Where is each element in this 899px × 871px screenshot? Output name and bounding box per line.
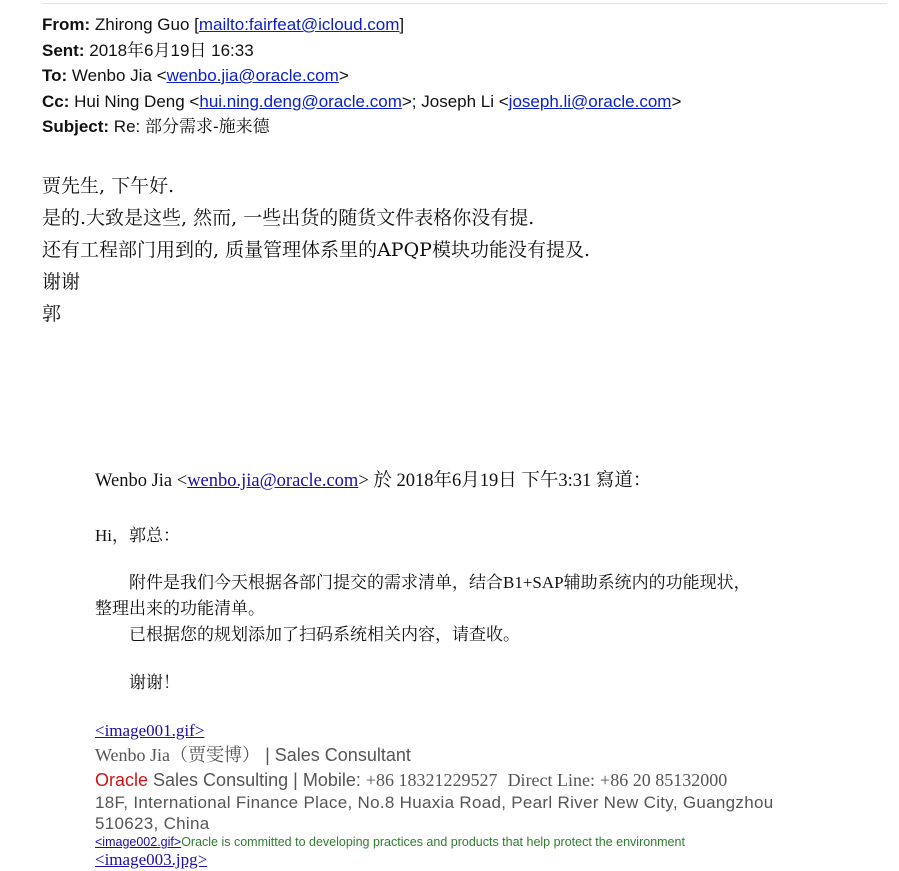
signature-dept: Sales Consulting [153,770,289,790]
environment-text: Oracle is committed to developing practices and products that help protect the environment [181,835,685,849]
subject-label: Subject: [42,117,110,136]
direct-line-label: Direct Line: [507,770,596,790]
reply-line: 是的.大致是这些, 然而, 一些出货的随货文件表格你没有提. [42,207,535,229]
quoted-paragraph-2: 已根据您的规划添加了扫码系统相关内容，请查收。 [129,625,520,644]
reply-line: 郭 [42,303,62,325]
signature-address-1: 18F, International Finance Place, No.8 Huaxia Road, Pearl River New City, Guangzhou [95,793,774,812]
cc-label: Cc: [42,91,70,111]
signature-name: Wenbo Jia（贾雯博） [95,745,261,765]
image001-attachment-link[interactable]: <image001.gif> [95,721,205,740]
quoted-message [95,466,885,696]
cc2-name: Joseph Li [421,91,495,111]
signature-address-2: 510623, China [95,814,210,833]
direct-line-number: +86 20 85132000 [600,770,728,790]
to-email-link[interactable]: wenbo.jia@oracle.com [166,66,339,85]
signature-block [95,720,885,870]
mobile-number: +86 18321229527 [365,770,498,790]
reply-line: 贾先生, 下午好. [42,175,175,197]
reply-line: 还有工程部门用到的, 质量管理体系里的APQP模块功能没有提及. [42,239,590,261]
quoted-sender-email-link[interactable]: wenbo.jia@oracle.com [187,471,359,491]
signature-name-line [95,742,885,768]
sent-value: 2018年6月19日 16:33 [89,40,254,60]
mobile-label: Mobile: [302,770,361,790]
cc-line: Cc: Hui Ning Deng <hui.ning.deng@oracle.com>; Joseph Li <joseph.li@oracle.com> [42,91,682,111]
image002-attachment-link[interactable]: <image002.gif> [95,835,182,849]
email-header [42,12,681,140]
quote-attribution-suffix: 於 2018年6月19日 下午3:31 寫道： [373,471,652,491]
environment-line [95,834,885,850]
cc1-email-link[interactable]: hui.ning.deng@oracle.com [199,91,402,111]
quoted-thanks: 谢谢！ [129,673,180,692]
subject-line [42,114,681,140]
to-line: To: Wenbo Jia <wenbo.jia@oracle.com> [42,66,349,85]
from-label: From: [42,15,91,34]
signature-company-line [95,768,885,792]
from-mailto-link[interactable]: mailto:fairfeat@icloud.com [198,15,400,34]
signature-title: Sales Consultant [274,745,411,765]
cc2-email-link[interactable]: joseph.li@oracle.com [508,91,672,111]
subject-value: Re: 部分需求-施来德 [113,117,270,136]
reply-body [42,170,590,330]
from-line: From: Zhirong Guo [mailto:fairfeat@icloud.com] [42,15,405,34]
quote-attribution: Wenbo Jia <wenbo.jia@oracle.com> 於 2018年6月19日 下午3:31 寫道： [95,471,652,491]
top-divider [42,3,887,4]
to-name: Wenbo Jia [71,66,152,85]
cc1-name: Hui Ning Deng [74,91,185,111]
sent-label: Sent: [42,40,85,60]
image003-attachment-link[interactable]: <image003.jpg> [95,850,208,869]
quoted-paragraph-1b: 整理出来的功能清单。 [95,599,265,618]
to-label: To: [42,66,68,85]
sent-line [42,38,681,64]
separator: | [265,745,270,765]
quoted-greeting: Hi，郭总： [95,526,180,545]
oracle-brand: Oracle [95,770,149,790]
from-name: Zhirong Guo [94,15,190,34]
separator: | [293,770,298,790]
reply-line: 谢谢 [42,271,81,293]
quoted-paragraph-1a: 附件是我们今天根据各部门提交的需求清单，结合B1+SAP辅助系统内的功能现状， [129,573,751,592]
quoted-sender-name: Wenbo Jia [95,471,173,491]
